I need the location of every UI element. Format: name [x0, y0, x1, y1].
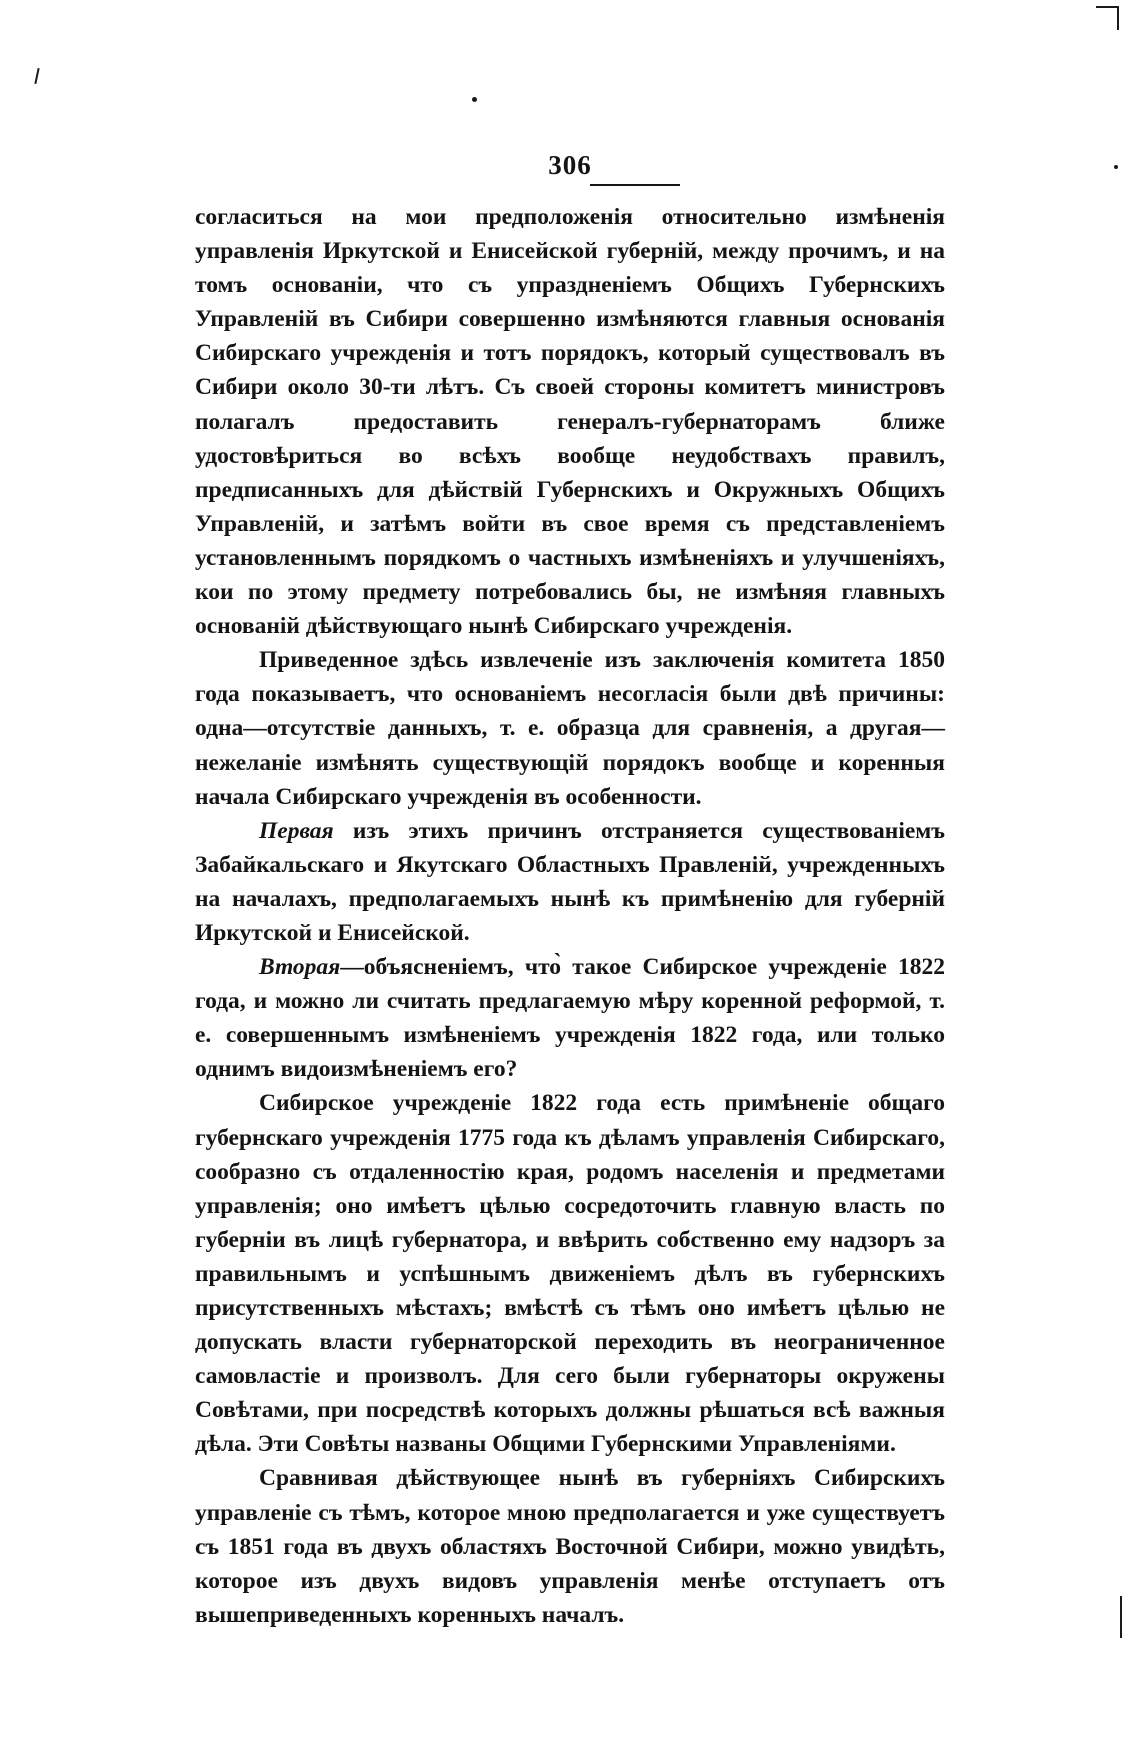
- paragraph-6-text: Сравнивая дѣйствующее нынѣ въ губерніяхъ Сибирскихъ управленіе съ тѣмъ, которое мною предполагается и уже существуетъ съ 1851 года въ двухъ областяхъ Восточной Сибири, можно увидѣть, которое изъ двухъ видовъ управленія менѣе отступаетъ отъ вышеприведенныхъ коренныхъ началъ.: [195, 1465, 945, 1628]
- paragraph-4-text: —объясненіемъ, что̀ такое Сибирское учрежденіе 1822 года, и можно ли считать предлагаемую мѣру коренной реформой, т. е. совершеннымъ измѣненіемъ учрежденія 1822 года, или только однимъ видоизмѣненіемъ его?: [195, 954, 945, 1083]
- paragraph-5-text: Сибирское учрежденіе 1822 года есть примѣненіе общаго губернскаго учрежденія 1775 года къ дѣламъ управленія Сибирскаго, сообразно съ отдаленностію края, родомъ населенія и предметами управленія; оно имѣетъ цѣлью сосредоточить главную власть по губерніи въ лицѣ губернатора, и ввѣрить собственно ему надзоръ за правильнымъ и успѣшнымъ движеніемъ дѣлъ въ губернскихъ присутственныхъ мѣстахъ; вмѣстѣ съ тѣмъ оно имѣетъ цѣлью не допускать власти губернаторской переходить въ неограниченное самовластіе и произволъ. Для сего были губернаторы окружены Совѣтами, при посредствѣ которыхъ должны рѣшаться всѣ важныя дѣла. Эти Совѣты названы Общими Губернскими Управленіями.: [195, 1090, 945, 1458]
- page-number: 306: [548, 150, 592, 180]
- paragraph-2-text: Приведенное здѣсь извлеченіе изъ заключенія комитета 1850 года показываетъ, что основаніемъ несогласія были двѣ причины: одна—отсутствіе данныхъ, т. е. образца для сравненія, а другая—нежеланіе измѣнять существующій порядокъ вообще и коренныя начала Сибирскаго учрежденія въ особенности.: [195, 647, 945, 810]
- paragraph-2: [195, 643, 945, 813]
- paragraph-6: [195, 1461, 945, 1631]
- paragraph-1: [195, 200, 945, 643]
- paragraph-3-text: изъ этихъ причинъ отстраняется существованіемъ Забайкальскаго и Якутскаго Областныхъ Правленій, учрежденныхъ на началахъ, предполагаемыхъ нынѣ къ примѣненію для губерній Иркутской и Енисейской.: [195, 817, 945, 946]
- paragraph-4-lead: Вторая: [259, 954, 341, 981]
- scan-edge-mark: [1120, 1596, 1122, 1638]
- scan-dot: [472, 97, 477, 102]
- page-number-rule: [590, 184, 680, 186]
- paragraph-3-lead: Первая: [259, 817, 334, 844]
- paragraph-1-text: согласиться на мои предположенія относительно измѣненія управленія Иркутской и Енисейской губерній, между прочимъ, и на томъ основаніи, что съ упраздненіемъ Общихъ Губернскихъ Управленій въ Сибири совершенно измѣняются главныя основанія Сибирскаго учрежденія и тотъ порядокъ, который существовалъ въ Сибири около 30-ти лѣтъ. Съ своей стороны комитетъ министровъ полагалъ предоставить генералъ-губернаторамъ ближе удостовѣриться во всѣхъ вообще неудобствахъ правилъ, предписанныхъ для дѣйствій Губернскихъ и Окружныхъ Общихъ Управленій, и затѣмъ войти въ свое время съ представленіемъ установленнымъ порядкомъ о частныхъ измѣненіяхъ и улучшеніяхъ, кои по этому предмету потребовались бы, не измѣняя главныхъ основаній дѣйствующаго нынѣ Сибирскаго учрежденія.: [195, 204, 945, 640]
- paragraph-4: [195, 950, 945, 1086]
- scan-speck: [34, 68, 39, 84]
- page-body: [195, 200, 945, 1632]
- scan-corner-mark: [1096, 6, 1119, 8]
- paragraph-3: [195, 814, 945, 950]
- paragraph-5: [195, 1086, 945, 1461]
- scan-corner-mark-vertical: [1117, 6, 1119, 30]
